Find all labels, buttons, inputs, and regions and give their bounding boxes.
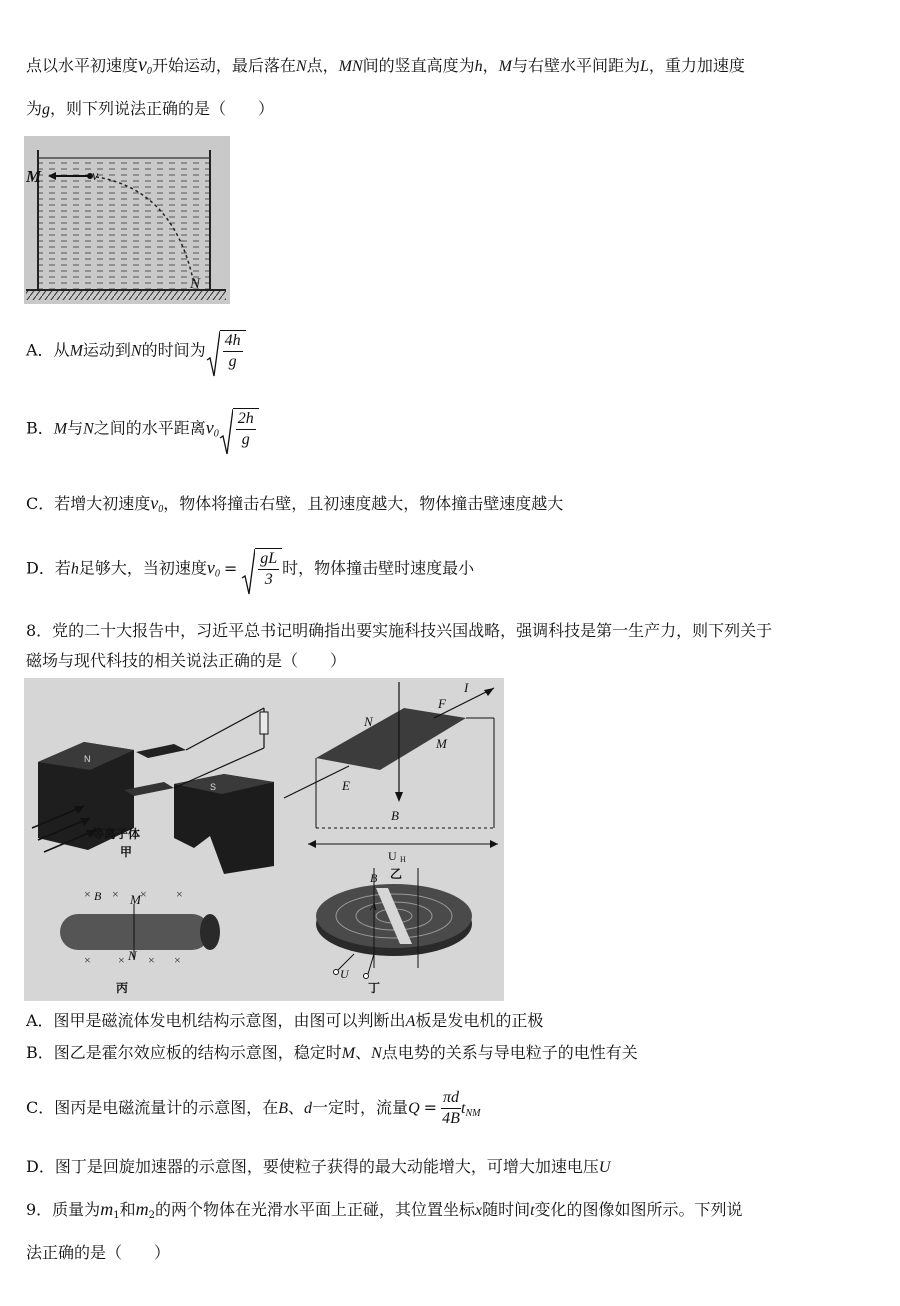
- svg-text:×: ×: [148, 953, 155, 967]
- q8-fig-I: I: [464, 680, 469, 695]
- q9-stem-line-2: 法正确的是（ ）: [26, 1243, 171, 1262]
- svg-text:×: ×: [176, 887, 183, 901]
- q8-fig-B2: B: [94, 889, 102, 903]
- q8-fig-M: M: [436, 736, 447, 751]
- q8-fig-magnet-S: S: [210, 782, 217, 792]
- svg-text:×: ×: [118, 953, 125, 967]
- q7-option-b: B．M与N之间的水平距离$v_0$ $\frac{2h}{g}$: [26, 408, 259, 450]
- q8-figure-panel: [24, 678, 504, 1001]
- q8-option-d: D．图丁是回旋加速器的示意图，要使粒子获得的最大动能增大，可增大加速电压U: [26, 1157, 611, 1176]
- q8-fig-A: A: [370, 901, 377, 913]
- q8-stem-line-2: 磁场与现代科技的相关说法正确的是（ ）: [26, 651, 347, 670]
- q8-option-a: A．图甲是磁流体发电机结构示意图，由图可以判断出A板是发电机的正极: [26, 1011, 544, 1030]
- q8-fig-N: N: [364, 714, 373, 729]
- q7-fig-label-M: M: [26, 167, 42, 186]
- q7-fig-label-N: N: [190, 276, 201, 292]
- q8-fig-E: E: [342, 778, 350, 793]
- q8-stem-line-1: 8．党的二十大报告中，习近平总书记明确指出要实施科技兴国战略，强调科技是第一生产力，则下列关于: [26, 621, 773, 640]
- q8-fig-B3: B: [370, 871, 378, 885]
- q8-fig-yi-label: 乙: [390, 867, 403, 881]
- q8-fig-B: B: [391, 808, 399, 823]
- q8-fig-UH: U: [388, 849, 397, 863]
- q9-stem-line-1: 9．质量为$m_1$和$m_2$的两个物体在光滑水平面上正碰，其位置坐标x随时间t变化的图像如图所示。下列说: [26, 1199, 743, 1221]
- q8-option-b: B．图乙是霍尔效应板的结构示意图，稳定时M、N点电势的关系与导电粒子的电性有关: [26, 1043, 638, 1062]
- q7-stem-line-2: 为g，则下列说法正确的是（ ）: [26, 99, 275, 118]
- svg-text:×: ×: [140, 887, 147, 901]
- q7-option-d: D．若h足够大，当初速度$v_0$ = $\frac{gL}{3}$ 时，物体撞击壁时速度最小: [26, 548, 474, 590]
- q7-option-c: C．若增大初速度$v_0$，物体将撞击右壁，且初速度越大，物体撞击壁速度越大: [26, 493, 564, 515]
- svg-text:×: ×: [84, 887, 91, 901]
- q7-figure-container: [24, 136, 230, 304]
- q8-fig-F: F: [438, 696, 446, 711]
- q8-fig-plasma-label: 等离子体: [92, 827, 141, 841]
- q8-fig-bing-label: 丙: [116, 981, 129, 995]
- q7-fig-label-v0: v: [92, 169, 99, 184]
- q7-stem-line-1: 点以水平初速度$v_0$开始运动，最后落在N点，MN间的竖直高度为h，M与右壁水平间距为L，重力加速度: [26, 54, 745, 77]
- q8-fig-N2: N: [128, 948, 137, 963]
- svg-text:×: ×: [84, 953, 91, 967]
- q8-fig-M2: M: [130, 892, 141, 907]
- svg-text:×: ×: [174, 953, 181, 967]
- q8-fig-magnet-N: N: [84, 754, 91, 764]
- q8-option-c: C．图丙是电磁流量计的示意图，在B、d一定时，流量Q = $\frac{\pi d}{4B}$ $t_{NM}$: [26, 1089, 481, 1127]
- q7-option-a: A．从M运动到N的时间为 $\frac{4h}{g}$: [26, 330, 246, 372]
- q8-fig-U: U: [340, 967, 349, 981]
- svg-text:×: ×: [112, 887, 119, 901]
- svg-text:H: H: [400, 855, 406, 864]
- q8-fig-jia-label: 甲: [120, 845, 133, 859]
- q8-fig-ding-label: 丁: [368, 981, 381, 995]
